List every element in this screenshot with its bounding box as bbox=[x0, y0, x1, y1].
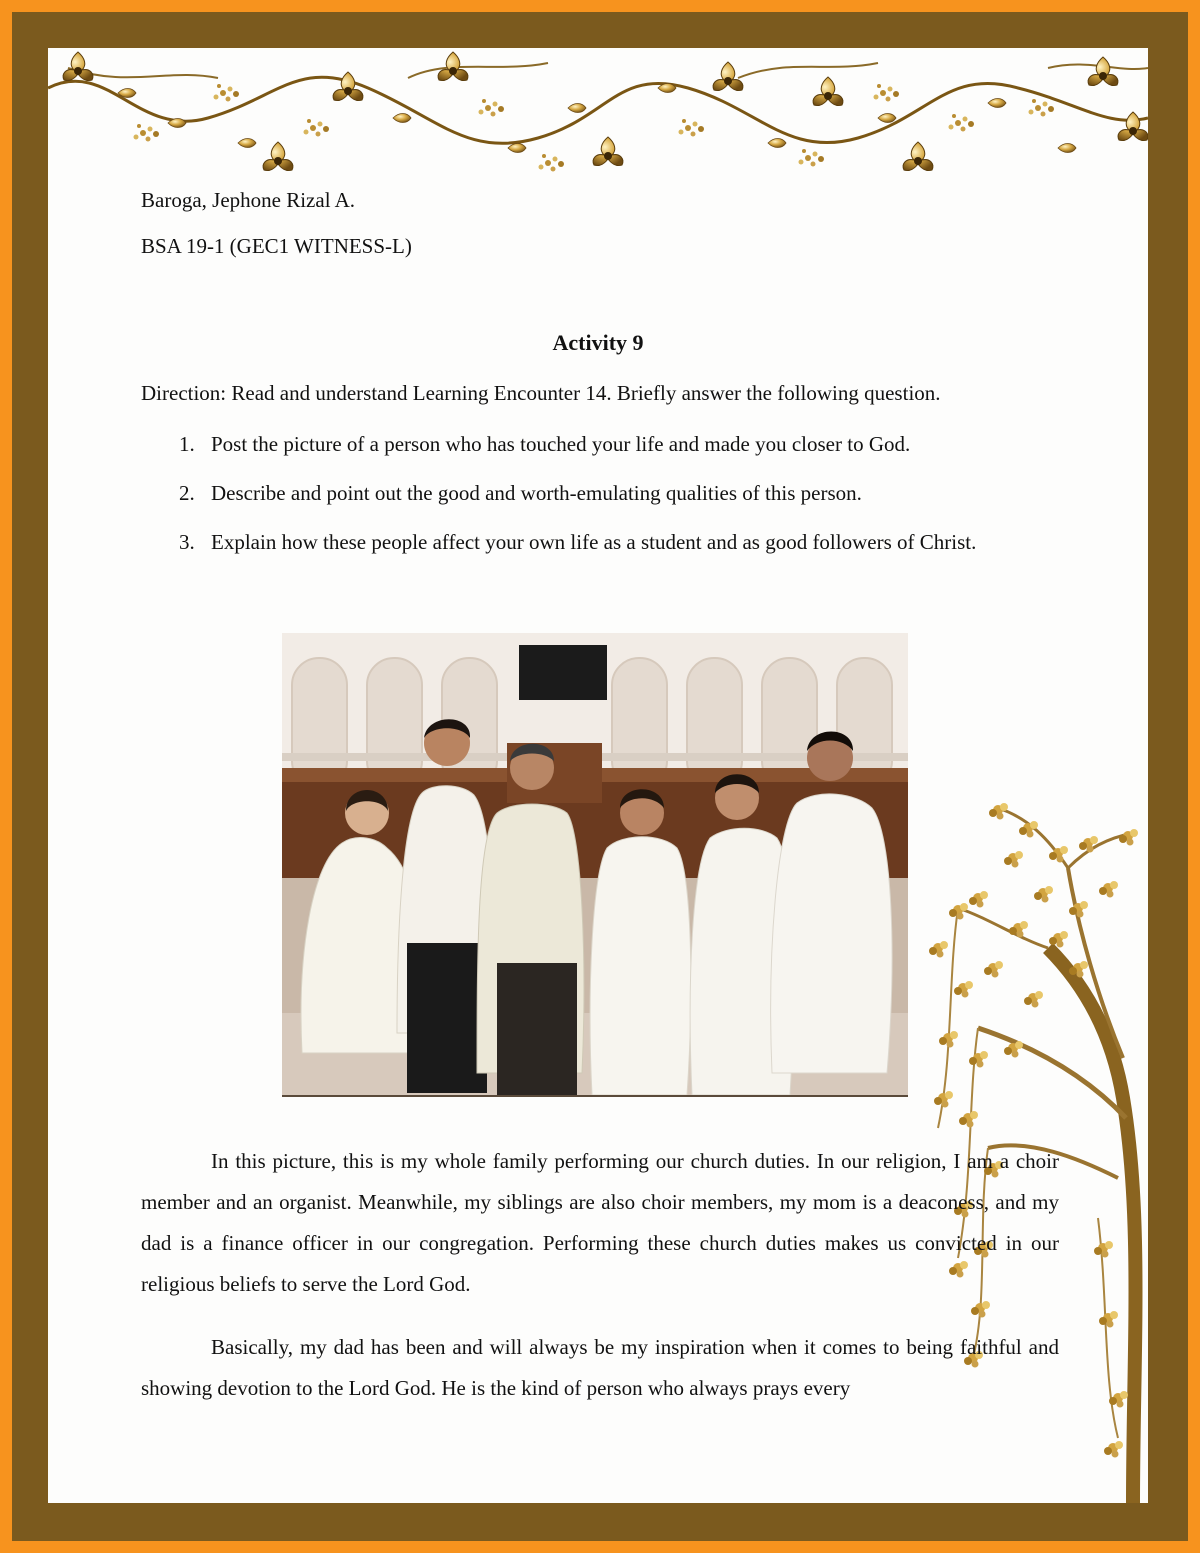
question-number: 2. bbox=[179, 481, 195, 505]
question-text: Explain how these people affect your own life as a student and as good followers of Christ. bbox=[211, 530, 977, 554]
question-item bbox=[141, 480, 1001, 507]
question-list bbox=[141, 431, 1001, 578]
direction-text: Direction: Read and understand Learning Encounter 14. Briefly answer the following question. bbox=[141, 381, 941, 405]
question-number: 1. bbox=[179, 432, 195, 456]
body-paragraph: In this picture, this is my whole family performing our church duties. In our religion, I am a choir member and an organist. Meanwhile, my siblings are also choir members, my mom is a deaconess, and my dad is a finance officer in our congregation. Performing these church duties makes us convicted in our religious beliefs to serve the Lord God. bbox=[141, 1149, 1059, 1296]
document-page bbox=[48, 48, 1148, 1503]
body-paragraph: Basically, my dad has been and will always be my inspiration when it comes to being faithful and showing devotion to the Lord God. He is the kind of person who always prays every bbox=[141, 1335, 1059, 1400]
student-name: Baroga, Jephone Rizal A. bbox=[141, 188, 356, 212]
course-section: BSA 19-1 (GEC1 WITNESS-L) bbox=[141, 234, 412, 258]
question-text: Post the picture of a person who has touched your life and made you closer to God. bbox=[211, 432, 911, 456]
activity-title: Activity 9 bbox=[552, 330, 644, 355]
question-item bbox=[141, 529, 1001, 556]
question-text: Describe and point out the good and worth-emulating qualities of this person. bbox=[211, 481, 862, 505]
family-church-photo bbox=[282, 633, 908, 1097]
question-item bbox=[141, 431, 1001, 458]
question-number: 3. bbox=[179, 530, 195, 554]
